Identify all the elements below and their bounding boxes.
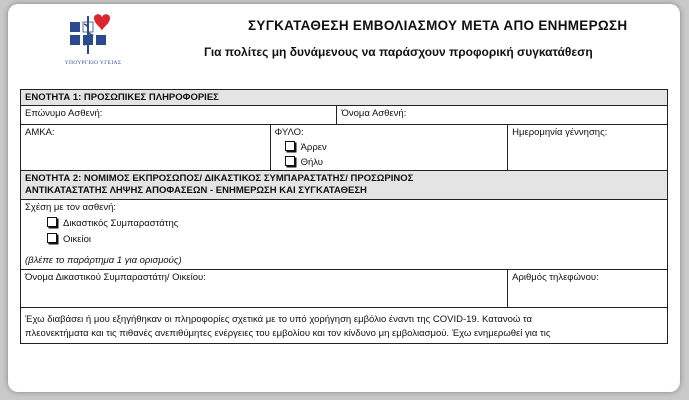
section1-heading: ΕΝΟΤΗΤΑ 1: ΠΡΟΣΩΠΙΚΕΣ ΠΛΗΡΟΦΟΡΙΕΣ: [21, 90, 668, 106]
amka-label: ΑΜΚΑ:: [25, 127, 55, 138]
statement-line1: Έχω διαβάσει ή μου εξηγήθηκαν οι πληροφορίες σχετικά με το υπό χορήγηση εμβόλιο έναντι της COVID-19. Κατανοώ τα: [25, 314, 533, 325]
section2-heading-line1: ΕΝΟΤΗΤΑ 2: ΝΟΜΙΜΟΣ ΕΚΠΡΟΣΩΠΟΣ/ ΔΙΚΑΣΤΙΚΟΣ ΣΥΜΠΑΡΑΣΤΑΤΗΣ/ ΠΡΟΣΩΡΙΝΟΣ: [25, 173, 414, 184]
representative-name-label: Όνομα Δικαστικού Συμπαραστάτη/ Οικείου:: [25, 272, 206, 283]
option-guardian[interactable]: [47, 217, 663, 229]
name-label: Όνομα Ασθενή:: [341, 108, 407, 119]
ministry-emblem-icon: [48, 14, 138, 60]
form-subtitle: Για πολίτες μη δυνάμενους να παράσχουν προφορική συγκατάθεση: [204, 45, 593, 59]
option-relatives[interactable]: [47, 233, 663, 245]
consent-form-table: [20, 89, 668, 344]
form-title: ΣΥΓΚΑΤΑΘΕΣΗ ΕΜΒΟΛΙΑΣΜΟΥ ΜΕΤΑ ΑΠΟ ΕΝΗΜΕΡΩΣΗ: [248, 18, 628, 33]
section2-heading: [21, 171, 668, 200]
gender-label: ΦΥΛΟ:: [274, 127, 304, 138]
consent-form-page: [8, 4, 680, 392]
phone-field[interactable]: [508, 270, 668, 308]
amka-field[interactable]: [21, 125, 271, 171]
ministry-logo: [48, 14, 138, 72]
consent-statement: [21, 308, 668, 344]
surname-label: Επώνυμο Ασθενή:: [25, 108, 103, 119]
checkbox-icon[interactable]: [47, 233, 57, 243]
surname-field[interactable]: [21, 106, 337, 125]
checkbox-icon[interactable]: [47, 217, 57, 227]
dob-label: Ημερομηνία γέννησης:: [512, 127, 608, 138]
option-relatives-label: Οικείοι: [63, 234, 91, 245]
phone-label: Αριθμός τηλεφώνου:: [512, 272, 599, 283]
checkbox-icon[interactable]: [285, 141, 295, 151]
gender-male-label: Άρρεν: [300, 142, 327, 153]
section2-heading-line2: ΑΝΤΙΚΑΤΑΣΤΑΤΗΣ ΛΗΨΗΣ ΑΠΟΦΑΣΕΩΝ - ΕΝΗΜΕΡΩΣΗ ΚΑΙ ΣΥΓΚΑΤΑΘΕΣΗ: [25, 185, 367, 196]
gender-field: [270, 125, 508, 171]
logo-text: ΥΠΟΥΡΓΕΙΟ ΥΓΕΙΑΣ: [64, 60, 122, 66]
checkbox-icon[interactable]: [285, 156, 295, 166]
gender-option-female[interactable]: [285, 156, 504, 168]
representative-name-field[interactable]: [21, 270, 508, 308]
gender-female-label: Θήλυ: [300, 157, 323, 168]
relation-label: Σχέση με τον ασθενή:: [25, 202, 117, 213]
relation-field: [21, 200, 668, 270]
option-guardian-label: Δικαστικός Συμπαραστάτης: [63, 218, 179, 229]
name-field[interactable]: [337, 106, 668, 125]
gender-option-male[interactable]: [285, 141, 504, 153]
definitions-note: (βλέπε το παράρτημα 1 για ορισμούς): [25, 255, 182, 266]
statement-line2: πλεονεκτήματα και τις πιθανές ανεπιθύμητες ενέργειες του εμβολίου και τον κίνδυνο μη εμβολιασμού. Έχω ενημερωθεί για τις: [25, 328, 551, 339]
dob-field[interactable]: [508, 125, 668, 171]
